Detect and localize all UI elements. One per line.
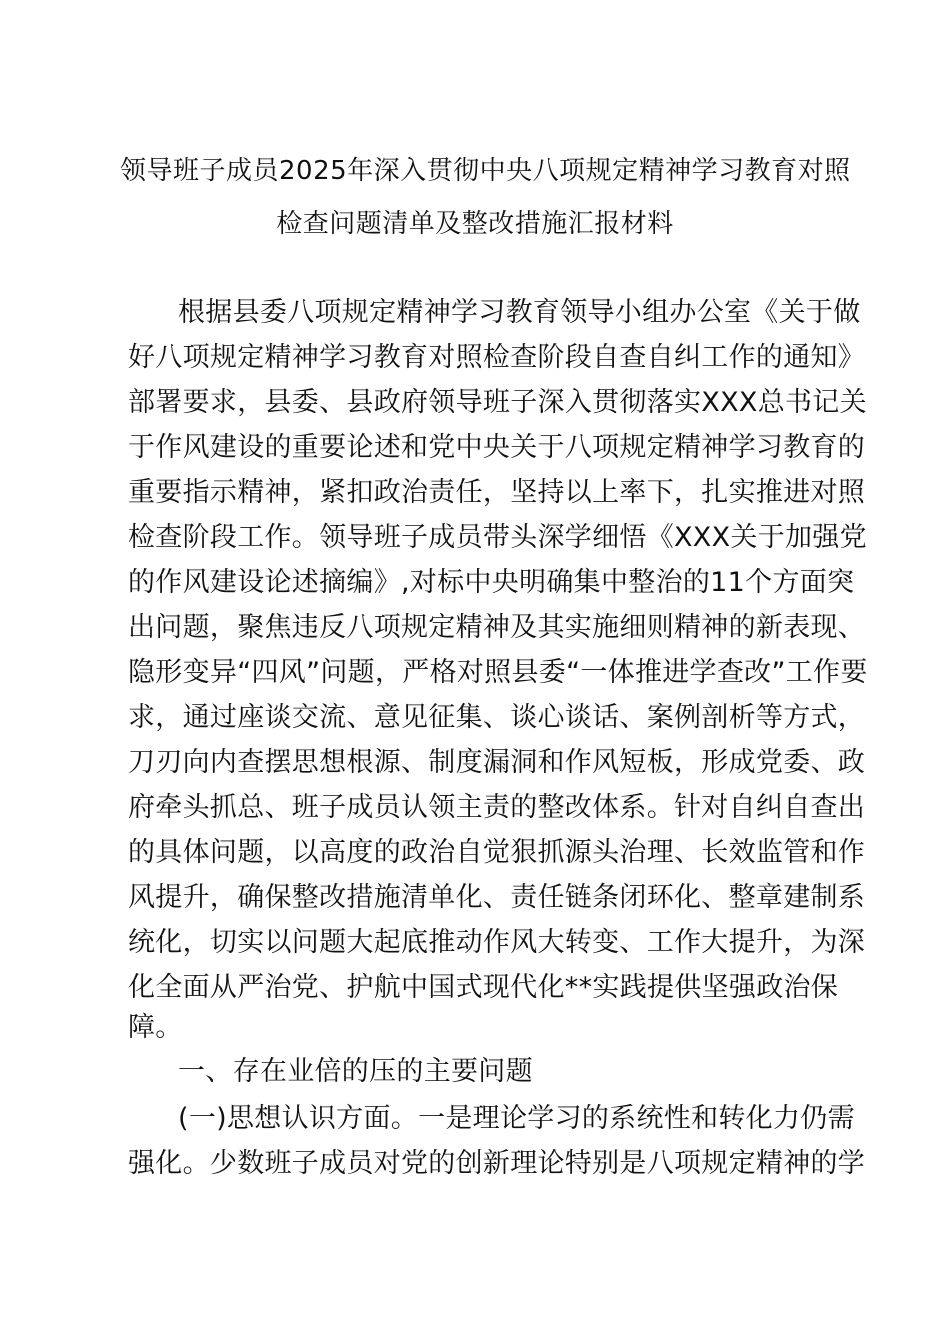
- body-line: 强化。少数班子成员对党的创新理论特别是八项规定精神的学: [128, 1148, 866, 1179]
- body-line: 的具体问题，以高度的政治自觉狠抓源头治理、长效监管和作: [128, 837, 866, 868]
- body-line: 出问题，聚焦违反八项规定精神及其实施细则精神的新表现、: [128, 612, 866, 643]
- body-line: 检查阶段工作。领导班子成员带头深学细悟《XXX关于加强党: [128, 522, 867, 553]
- body-line: 好八项规定精神学习教育对照检查阶段自查自纠工作的通知》: [128, 342, 866, 373]
- body-line: 府牵头抓总、班子成员认领主责的整改体系。针对自纠自查出: [128, 792, 866, 823]
- body-line: 求，通过座谈交流、意见征集、谈心谈话、案例剖析等方式，: [128, 702, 866, 733]
- body-line: 于作风建设的重要论述和党中央关于八项规定精神学习教育的: [128, 432, 866, 463]
- body-line: 风提升，确保整改措施清单化、责任链条闭环化、整章建制系: [128, 882, 866, 913]
- subsection-line: (一)思想认识方面。一是理论学习的系统性和转化力仍需: [178, 1103, 855, 1134]
- body-line: 障。: [128, 1012, 183, 1043]
- document-title-line-1: 领导班子成员2025年深入贯彻中央八项规定精神学习教育对照: [120, 156, 851, 186]
- body-line: 根据县委八项规定精神学习教育领导小组办公室《关于做: [178, 297, 861, 328]
- body-line: 刀刃向内查摆思想根源、制度漏洞和作风短板，形成党委、政: [128, 747, 866, 778]
- body-line: 重要指示精神，紧扣政治责任，坚持以上率下，扎实推进对照: [128, 477, 866, 508]
- body-line: 统化，切实以问题大起底推动作风大转变、工作大提升，为深: [128, 927, 866, 958]
- document-title-line-2: 检查问题清单及整改措施汇报材料: [276, 209, 674, 239]
- section-heading: 一、存在业倍的压的主要问题: [178, 1056, 533, 1087]
- body-line: 的作风建设论述摘编》,对标中央明确集中整治的11个方面突: [128, 567, 855, 598]
- body-line: 部署要求，县委、县政府领导班子深入贯彻落实XXX总书记关: [128, 387, 867, 418]
- body-line: 化全面从严治党、护航中国式现代化**实践提供坚强政治保: [128, 972, 839, 1003]
- body-line: 隐形变异“四风”问题，严格对照县委“一体推进学查改”工作要: [128, 657, 868, 688]
